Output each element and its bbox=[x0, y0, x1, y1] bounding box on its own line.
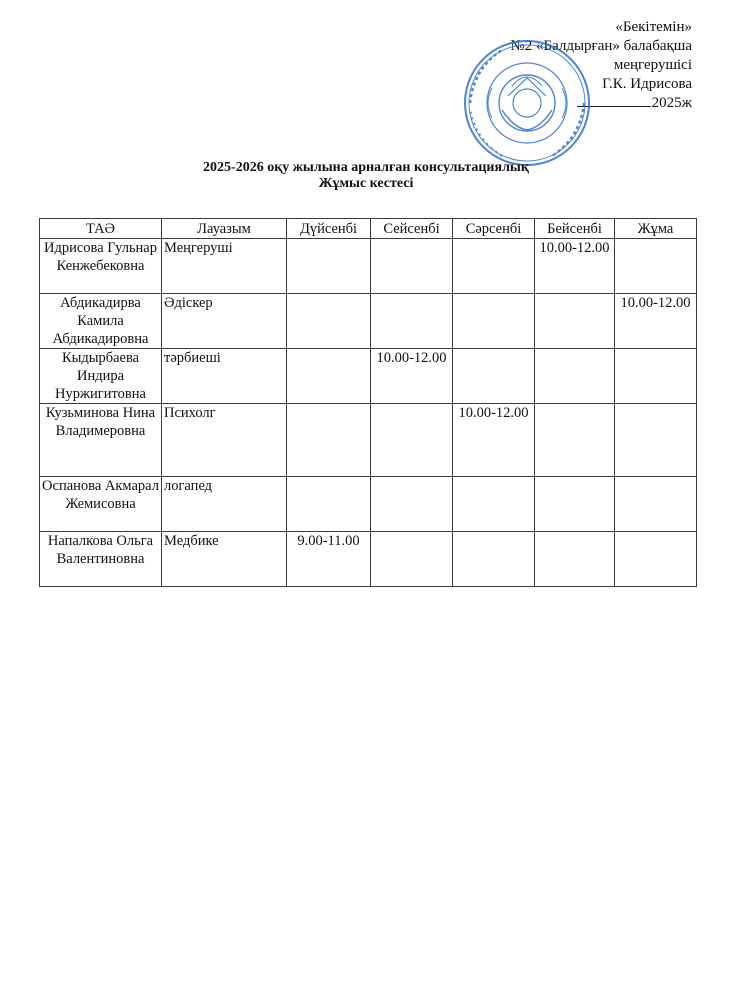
consultation-schedule-table bbox=[39, 218, 697, 587]
cell-monday bbox=[287, 294, 371, 349]
header-thursday: Бейсенбі bbox=[535, 219, 615, 239]
cell-wednesday bbox=[453, 532, 535, 587]
cell-tuesday bbox=[371, 294, 453, 349]
cell-position: тәрбиеші bbox=[162, 349, 287, 404]
cell-tuesday: 10.00-12.00 bbox=[371, 349, 453, 404]
cell-wednesday bbox=[453, 349, 535, 404]
cell-name: Кузьминова Нина Владимеровна bbox=[40, 404, 162, 477]
cell-name: Кыдырбаева Индира Нуржигитовна bbox=[40, 349, 162, 404]
header-friday: Жұма bbox=[615, 219, 697, 239]
official-seal-icon bbox=[462, 38, 592, 168]
table-header-row bbox=[40, 219, 697, 239]
cell-friday bbox=[615, 477, 697, 532]
cell-position: Медбике bbox=[162, 532, 287, 587]
cell-position: логапед bbox=[162, 477, 287, 532]
table-row bbox=[40, 404, 697, 477]
approval-line-5: 2025ж bbox=[651, 95, 692, 111]
cell-friday bbox=[615, 239, 697, 294]
table-row bbox=[40, 477, 697, 532]
cell-thursday bbox=[535, 477, 615, 532]
cell-thursday: 10.00-12.00 bbox=[535, 239, 615, 294]
approval-line-4: Г.К. Идрисова bbox=[602, 76, 692, 92]
document-title bbox=[0, 160, 732, 192]
cell-wednesday bbox=[453, 294, 535, 349]
title-line-1: 2025-2026 оқу жылына арналған консультациялық bbox=[203, 160, 529, 175]
cell-tuesday bbox=[371, 239, 453, 294]
cell-tuesday bbox=[371, 404, 453, 477]
cell-wednesday: 10.00-12.00 bbox=[453, 404, 535, 477]
cell-position: Меңгеруші bbox=[162, 239, 287, 294]
cell-position: Әдіскер bbox=[162, 294, 287, 349]
cell-friday bbox=[615, 532, 697, 587]
header-position: Лауазым bbox=[162, 219, 287, 239]
cell-name: Оспанова Акмарал Жемисовна bbox=[40, 477, 162, 532]
cell-thursday bbox=[535, 404, 615, 477]
header-tuesday: Сейсенбі bbox=[371, 219, 453, 239]
table-row bbox=[40, 294, 697, 349]
cell-thursday bbox=[535, 294, 615, 349]
cell-monday bbox=[287, 477, 371, 532]
cell-friday bbox=[615, 349, 697, 404]
header-monday: Дүйсенбі bbox=[287, 219, 371, 239]
cell-monday bbox=[287, 349, 371, 404]
cell-monday bbox=[287, 404, 371, 477]
cell-wednesday bbox=[453, 477, 535, 532]
header-wednesday: Сәрсенбі bbox=[453, 219, 535, 239]
cell-name: Напалкова Ольга Валентиновна bbox=[40, 532, 162, 587]
header-name: ТАӘ bbox=[40, 219, 162, 239]
cell-monday bbox=[287, 239, 371, 294]
approval-line-2: №2 «Балдырған» балабақша bbox=[510, 38, 692, 54]
cell-monday: 9.00-11.00 bbox=[287, 532, 371, 587]
cell-thursday bbox=[535, 532, 615, 587]
cell-tuesday bbox=[371, 532, 453, 587]
cell-friday bbox=[615, 404, 697, 477]
table-row bbox=[40, 239, 697, 294]
cell-name: Абдикадирва Камила Абдикадировна bbox=[40, 294, 162, 349]
cell-tuesday bbox=[371, 477, 453, 532]
approval-line-1: «Бекітемін» bbox=[615, 19, 692, 35]
cell-friday: 10.00-12.00 bbox=[615, 294, 697, 349]
table-row bbox=[40, 532, 697, 587]
cell-thursday bbox=[535, 349, 615, 404]
title-line-2: Жұмыс кестесі bbox=[318, 176, 414, 191]
table-row bbox=[40, 349, 697, 404]
approval-line-3: меңгерушісі bbox=[613, 57, 692, 73]
cell-wednesday bbox=[453, 239, 535, 294]
cell-position: Психолг bbox=[162, 404, 287, 477]
cell-name: Идрисова Гульнар Кенжебековна bbox=[40, 239, 162, 294]
